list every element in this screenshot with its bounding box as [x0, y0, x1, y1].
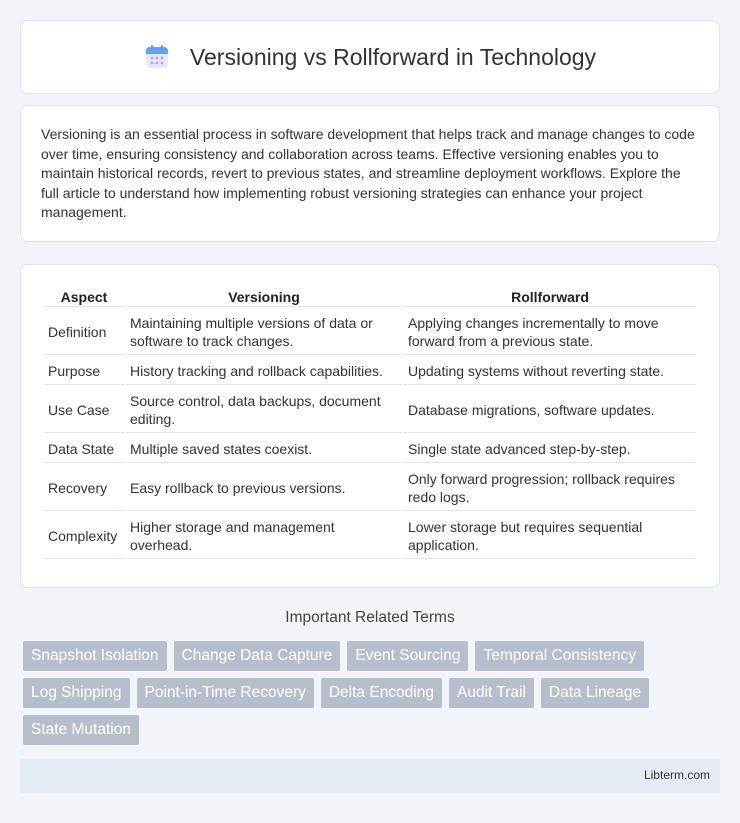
table-cell-aspect: Use Case [44, 387, 124, 433]
footer [20, 759, 720, 793]
column-header-rollforward: Rollforward [404, 287, 696, 307]
table-cell-aspect: Definition [44, 309, 124, 355]
calendar-icon [144, 44, 170, 70]
header-card [20, 20, 720, 94]
table-cell-aspect: Complexity [44, 513, 124, 559]
table-cell-versioning: History tracking and rollback capabilities. [126, 357, 402, 385]
term-tag-point-in-time-recovery[interactable]: Point-in-Time Recovery [137, 678, 314, 708]
table-row [44, 357, 696, 385]
table-cell-rollforward: Single state advanced step-by-step. [404, 435, 696, 463]
page-title: Versioning vs Rollforward in Technology [189, 43, 597, 70]
table-cell-versioning: Maintaining multiple versions of data or software to track changes. [126, 309, 402, 355]
comparison-table [42, 285, 698, 561]
intro-card [20, 105, 720, 242]
term-tag-data-lineage[interactable]: Data Lineage [541, 678, 649, 708]
table-cell-versioning: Easy rollback to previous versions. [126, 465, 402, 511]
footer-site-link[interactable]: Libterm.com [643, 768, 710, 782]
table-cell-aspect: Recovery [44, 465, 124, 511]
comparison-table-card [20, 264, 720, 588]
table-row [44, 465, 696, 511]
term-tag-snapshot-isolation[interactable]: Snapshot Isolation [23, 641, 167, 671]
column-header-versioning: Versioning [126, 287, 402, 307]
table-row [44, 435, 696, 463]
table-row [44, 309, 696, 355]
table-row [44, 387, 696, 433]
table-header-row [44, 287, 696, 307]
term-tag-audit-trail[interactable]: Audit Trail [449, 678, 534, 708]
table-cell-versioning: Source control, data backups, document editing. [126, 387, 402, 433]
table-cell-rollforward: Lower storage but requires sequential application. [404, 513, 696, 559]
table-cell-rollforward: Updating systems without reverting state. [404, 357, 696, 385]
term-tag-log-shipping[interactable]: Log Shipping [23, 678, 130, 708]
table-cell-rollforward: Applying changes incrementally to move forward from a previous state. [404, 309, 696, 355]
table-cell-rollforward: Only forward progression; rollback requires redo logs. [404, 465, 696, 511]
column-header-aspect: Aspect [44, 287, 124, 307]
table-cell-versioning: Multiple saved states coexist. [126, 435, 402, 463]
term-tag-delta-encoding[interactable]: Delta Encoding [321, 678, 442, 708]
table-cell-aspect: Data State [44, 435, 124, 463]
table-cell-aspect: Purpose [44, 357, 124, 385]
term-tag-state-mutation[interactable]: State Mutation [23, 715, 139, 745]
intro-paragraph: Versioning is an essential process in software development that helps track and manage changes to code over time, ensuring consistency and collaboration across teams. Effective versioning enables you to maintain historical records, revert to previous states, and streamline deployment workflows. Explore the full article to understand how implementing robust versioning strategies can enhance your project management. [41, 126, 695, 220]
table-cell-versioning: Higher storage and management overhead. [126, 513, 402, 559]
term-tag-temporal-consistency[interactable]: Temporal Consistency [475, 641, 643, 671]
term-tag-event-sourcing[interactable]: Event Sourcing [347, 641, 468, 671]
term-tag-change-data-capture[interactable]: Change Data Capture [174, 641, 341, 671]
related-terms-list [23, 641, 723, 745]
related-terms-title: Important Related Terms [285, 609, 455, 626]
table-cell-rollforward: Database migrations, software updates. [404, 387, 696, 433]
table-row [44, 513, 696, 559]
